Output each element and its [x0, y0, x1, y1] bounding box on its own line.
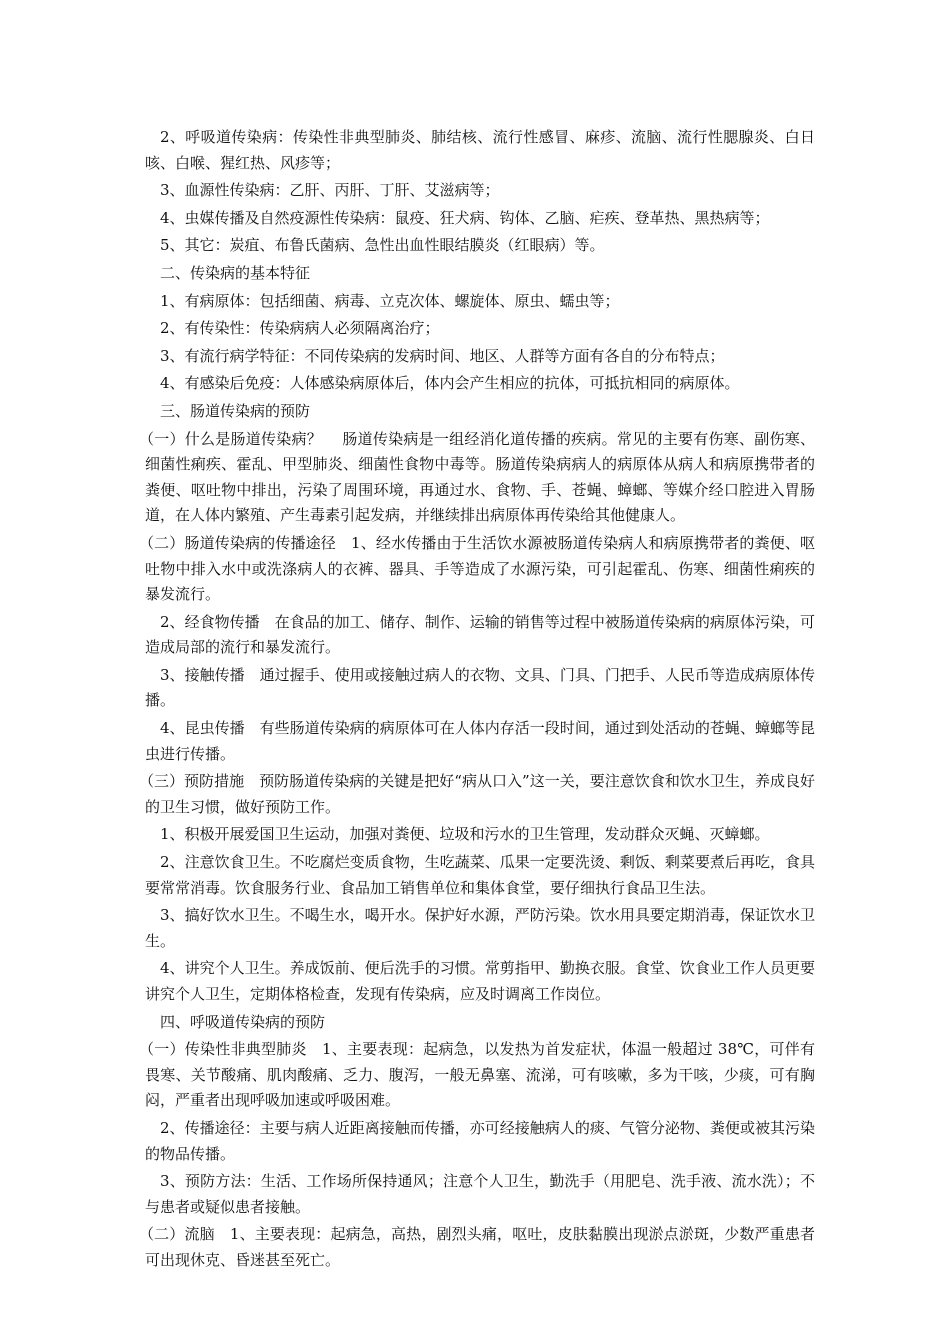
section-heading: 四、呼吸道传染病的预防	[160, 1012, 326, 1031]
document-body	[139, 125, 815, 1276]
paragraph: 3、血源性传染病：乙肝、丙肝、丁肝、艾滋病等；	[160, 181, 500, 200]
paragraph: 1、积极开展爱国卫生运动，加强对粪便、垃圾和污水的卫生管理，发动群众灭蝇、灭蟑螂。	[160, 825, 770, 844]
subsection-paragraph: （二）流脑 1、主要表现：起病急，高热，剧烈头痛，呕吐，皮肤黏膜出现淤点淤斑，少数严重患者可出现休克、昏迷甚至死亡。	[139, 1225, 815, 1269]
paragraph: 2、经食物传播 在食品的加工、储存、制作、运输的销售等过程中被肠道传染病的病原体污染，可造成局部的流行和暴发流行。	[145, 612, 815, 657]
section-heading: 二、传染病的基本特征	[160, 263, 311, 282]
subsection-paragraph: （三）预防措施 预防肠道传染病的关键是把好“病从口入”这一关，要注意饮食和饮水卫生，养成良好的卫生习惯，做好预防工作。	[139, 772, 815, 816]
paragraph: 2、注意饮食卫生。不吃腐烂变质食物，生吃蔬菜、瓜果一定要洗烫、剩饭、剩菜要煮后再吃，食具要常常消毒。饮食服务行业、食品加工销售单位和集体食堂，要仔细执行食品卫生法。	[145, 853, 815, 897]
section-heading: 三、肠道传染病的预防	[160, 401, 311, 420]
paragraph: 5、其它：炭疽、布鲁氏菌病、急性出血性眼结膜炎（红眼病）等。	[160, 236, 605, 255]
paragraph: 3、接触传播 通过握手、使用或接触过病人的衣物、文具、门具、门把手、人民币等造成病原体传播。	[145, 665, 815, 710]
paragraph: 2、呼吸道传染病：传染性非典型肺炎、肺结核、流行性感冒、麻疹、流脑、流行性腮腺炎、白日咳、白喉、猩红热、风疹等；	[145, 128, 815, 172]
paragraph: 1、有病原体：包括细菌、病毒、立克次体、螺旋体、原虫、蠕虫等；	[160, 291, 620, 310]
paragraph: 4、虫媒传播及自然疫源性传染病：鼠疫、狂犬病、钩体、乙脑、疟疾、登革热、黑热病等；	[160, 208, 770, 227]
paragraph: 4、有感染后免疫：人体感染病原体后，体内会产生相应的抗体，可抵抗相同的病原体。	[160, 374, 740, 393]
paragraph: 3、预防方法：生活、工作场所保持通风；注意个人卫生，勤洗手（用肥皂、洗手液、流水洗）；不与患者或疑似患者接触。	[145, 1172, 815, 1216]
paragraph: 2、有传染性：传染病病人必须隔离治疗；	[160, 319, 440, 338]
paragraph: 3、有流行病学特征：不同传染病的发病时间、地区、人群等方面有各自的分布特点；	[160, 346, 725, 365]
paragraph: 3、搞好饮水卫生。不喝生水，喝开水。保护好水源，严防污染。饮水用具要定期消毒，保证饮水卫生。	[145, 906, 815, 950]
paragraph: 2、传播途径：主要与病人近距离接触而传播，亦可经接触病人的痰、气管分泌物、粪便或被其污染的物品传播。	[145, 1118, 815, 1163]
subsection-paragraph: （一）什么是肠道传染病？ 肠道传染病是一组经消化道传播的疾病。常见的主要有伤寒、副伤寒、细菌性痢疾、霍乱、甲型肺炎、细菌性食物中毒等。肠道传染病病人的病原体从病人和病原携带者的粪便、呕吐物中排出，污染了周围环境，再通过水、食物、手、苍蝇、蟑螂、等媒介经口腔进入胃肠道，在人体内繁殖、产生毒素引起发病，并继续排出病原体再传染给其他健康人。	[139, 429, 815, 525]
paragraph: 4、昆虫传播 有些肠道传染病的病原体可在人体内存活一段时间，通过到处活动的苍蝇、蟑螂等昆虫进行传播。	[145, 719, 815, 763]
subsection-paragraph: （二）肠道传染病的传播途径 1、经水传播由于生活饮水源被肠道传染病人和病原携带者的粪便、呕吐物中排入水中或洗涤病人的衣裤、器具、手等造成了水源污染，可引起霍乱、伤寒、细菌性痢疾的暴发流行。	[139, 533, 815, 604]
paragraph: 4、讲究个人卫生。养成饭前、便后洗手的习惯。常剪指甲、勤换衣服。食堂、饮食业工作人员更要讲究个人卫生，定期体格检查，发现有传染病，应及时调离工作岗位。	[145, 959, 815, 1003]
subsection-paragraph: （一）传染性非典型肺炎 1、主要表现：起病急，以发热为首发症状，体温一般超过 38℃，可伴有畏寒、关节酸痛、肌肉酸痛、乏力、腹泻，一般无鼻塞、流涕，可有咳嗽，多为干咳，少痰，可有胸闷，严重者出现呼吸加速或呼吸困难。	[139, 1040, 815, 1110]
